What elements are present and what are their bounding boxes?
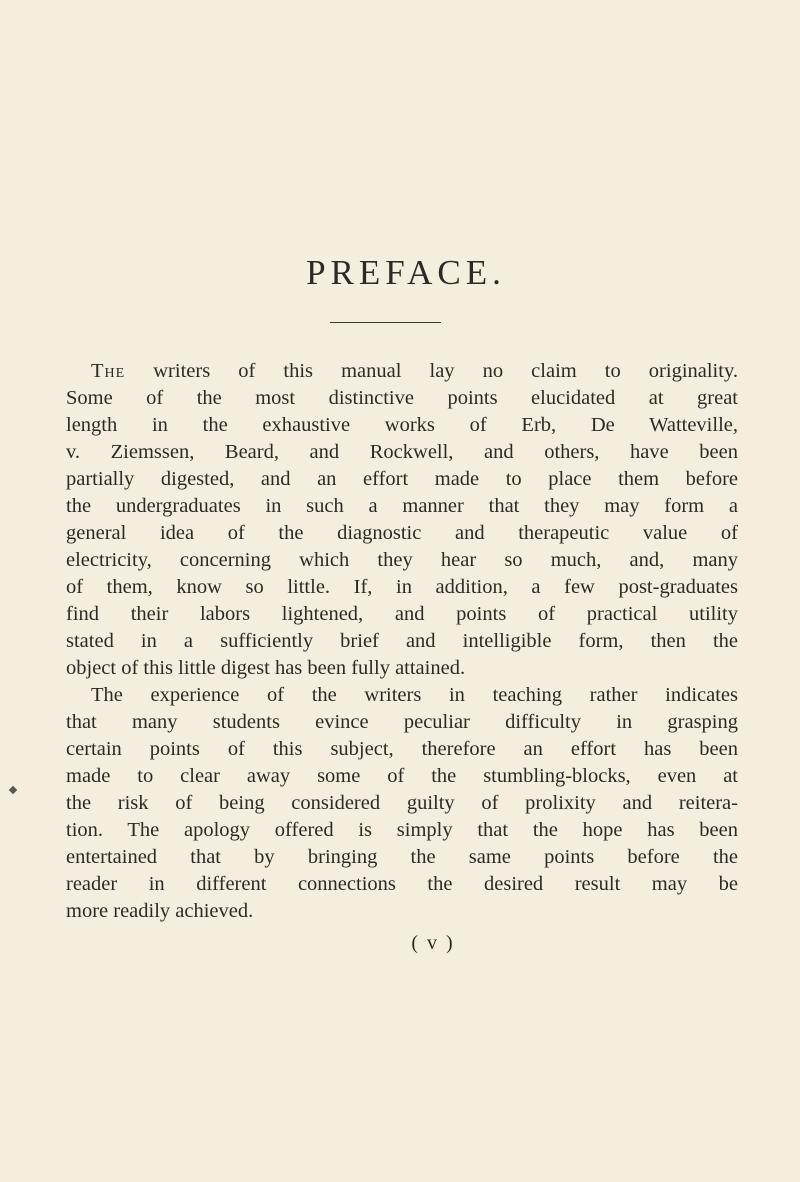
paragraph1-line-5: partially digested, and an effort made to place them before [66, 468, 738, 490]
paragraph1-line-1-text: writers of this manual lay no claim to originality. [125, 360, 738, 382]
paragraph1-line-3: length in the exhaustive works of Erb, De Watteville, [66, 414, 738, 436]
paragraph1-line-6: the undergraduates in such a manner that they may form a [66, 495, 738, 517]
paragraph2-line-3: certain points of this subject, therefore an effort has been [66, 738, 738, 760]
paragraph1-line-12: object of this little digest has been fully attained. [66, 657, 466, 679]
page-folio: ( v ) [411, 932, 455, 954]
title-divider-rule [330, 322, 441, 323]
paragraph2-line-7: entertained that by bringing the same points before the [66, 846, 738, 868]
paragraph2-line-1: The experience of the writers in teaching rather indicates [91, 684, 738, 706]
paragraph2-line-9: more readily achieved. [66, 900, 254, 922]
paragraph1-line-10: find their labors lightened, and points of practical utility [66, 603, 738, 625]
paragraph1-line-4: v. Ziemssen, Beard, and Rockwell, and others, have been [66, 441, 738, 463]
paragraph2-line-8: reader in different connections the desired result may be [66, 873, 738, 895]
paragraph2-line-6: tion. The apology offered is simply that the hope has been [66, 819, 738, 841]
paragraph1-line-8: electricity, concerning which they hear so much, and, many [66, 549, 738, 571]
paragraph1-line-1 [91, 358, 738, 384]
paragraph1-line-9: of them, know so little. If, in addition, a few post-graduates [66, 576, 738, 598]
page-title: PREFACE. [306, 253, 506, 292]
paragraph1-line-2: Some of the most distinctive points elucidated at great [66, 387, 738, 409]
margin-mark [9, 786, 17, 794]
paragraph2-line-2: that many students evince peculiar difficulty in grasping [66, 711, 738, 733]
paragraph1-lead-word: The [91, 360, 126, 382]
paragraph1-line-11: stated in a sufficiently brief and intelligible form, then the [66, 630, 738, 652]
paragraph1-line-7: general idea of the diagnostic and therapeutic value of [66, 522, 738, 544]
paragraph2-line-4: made to clear away some of the stumbling-blocks, even at [66, 765, 738, 787]
paragraph2-line-5: the risk of being considered guilty of prolixity and reitera- [66, 792, 738, 814]
